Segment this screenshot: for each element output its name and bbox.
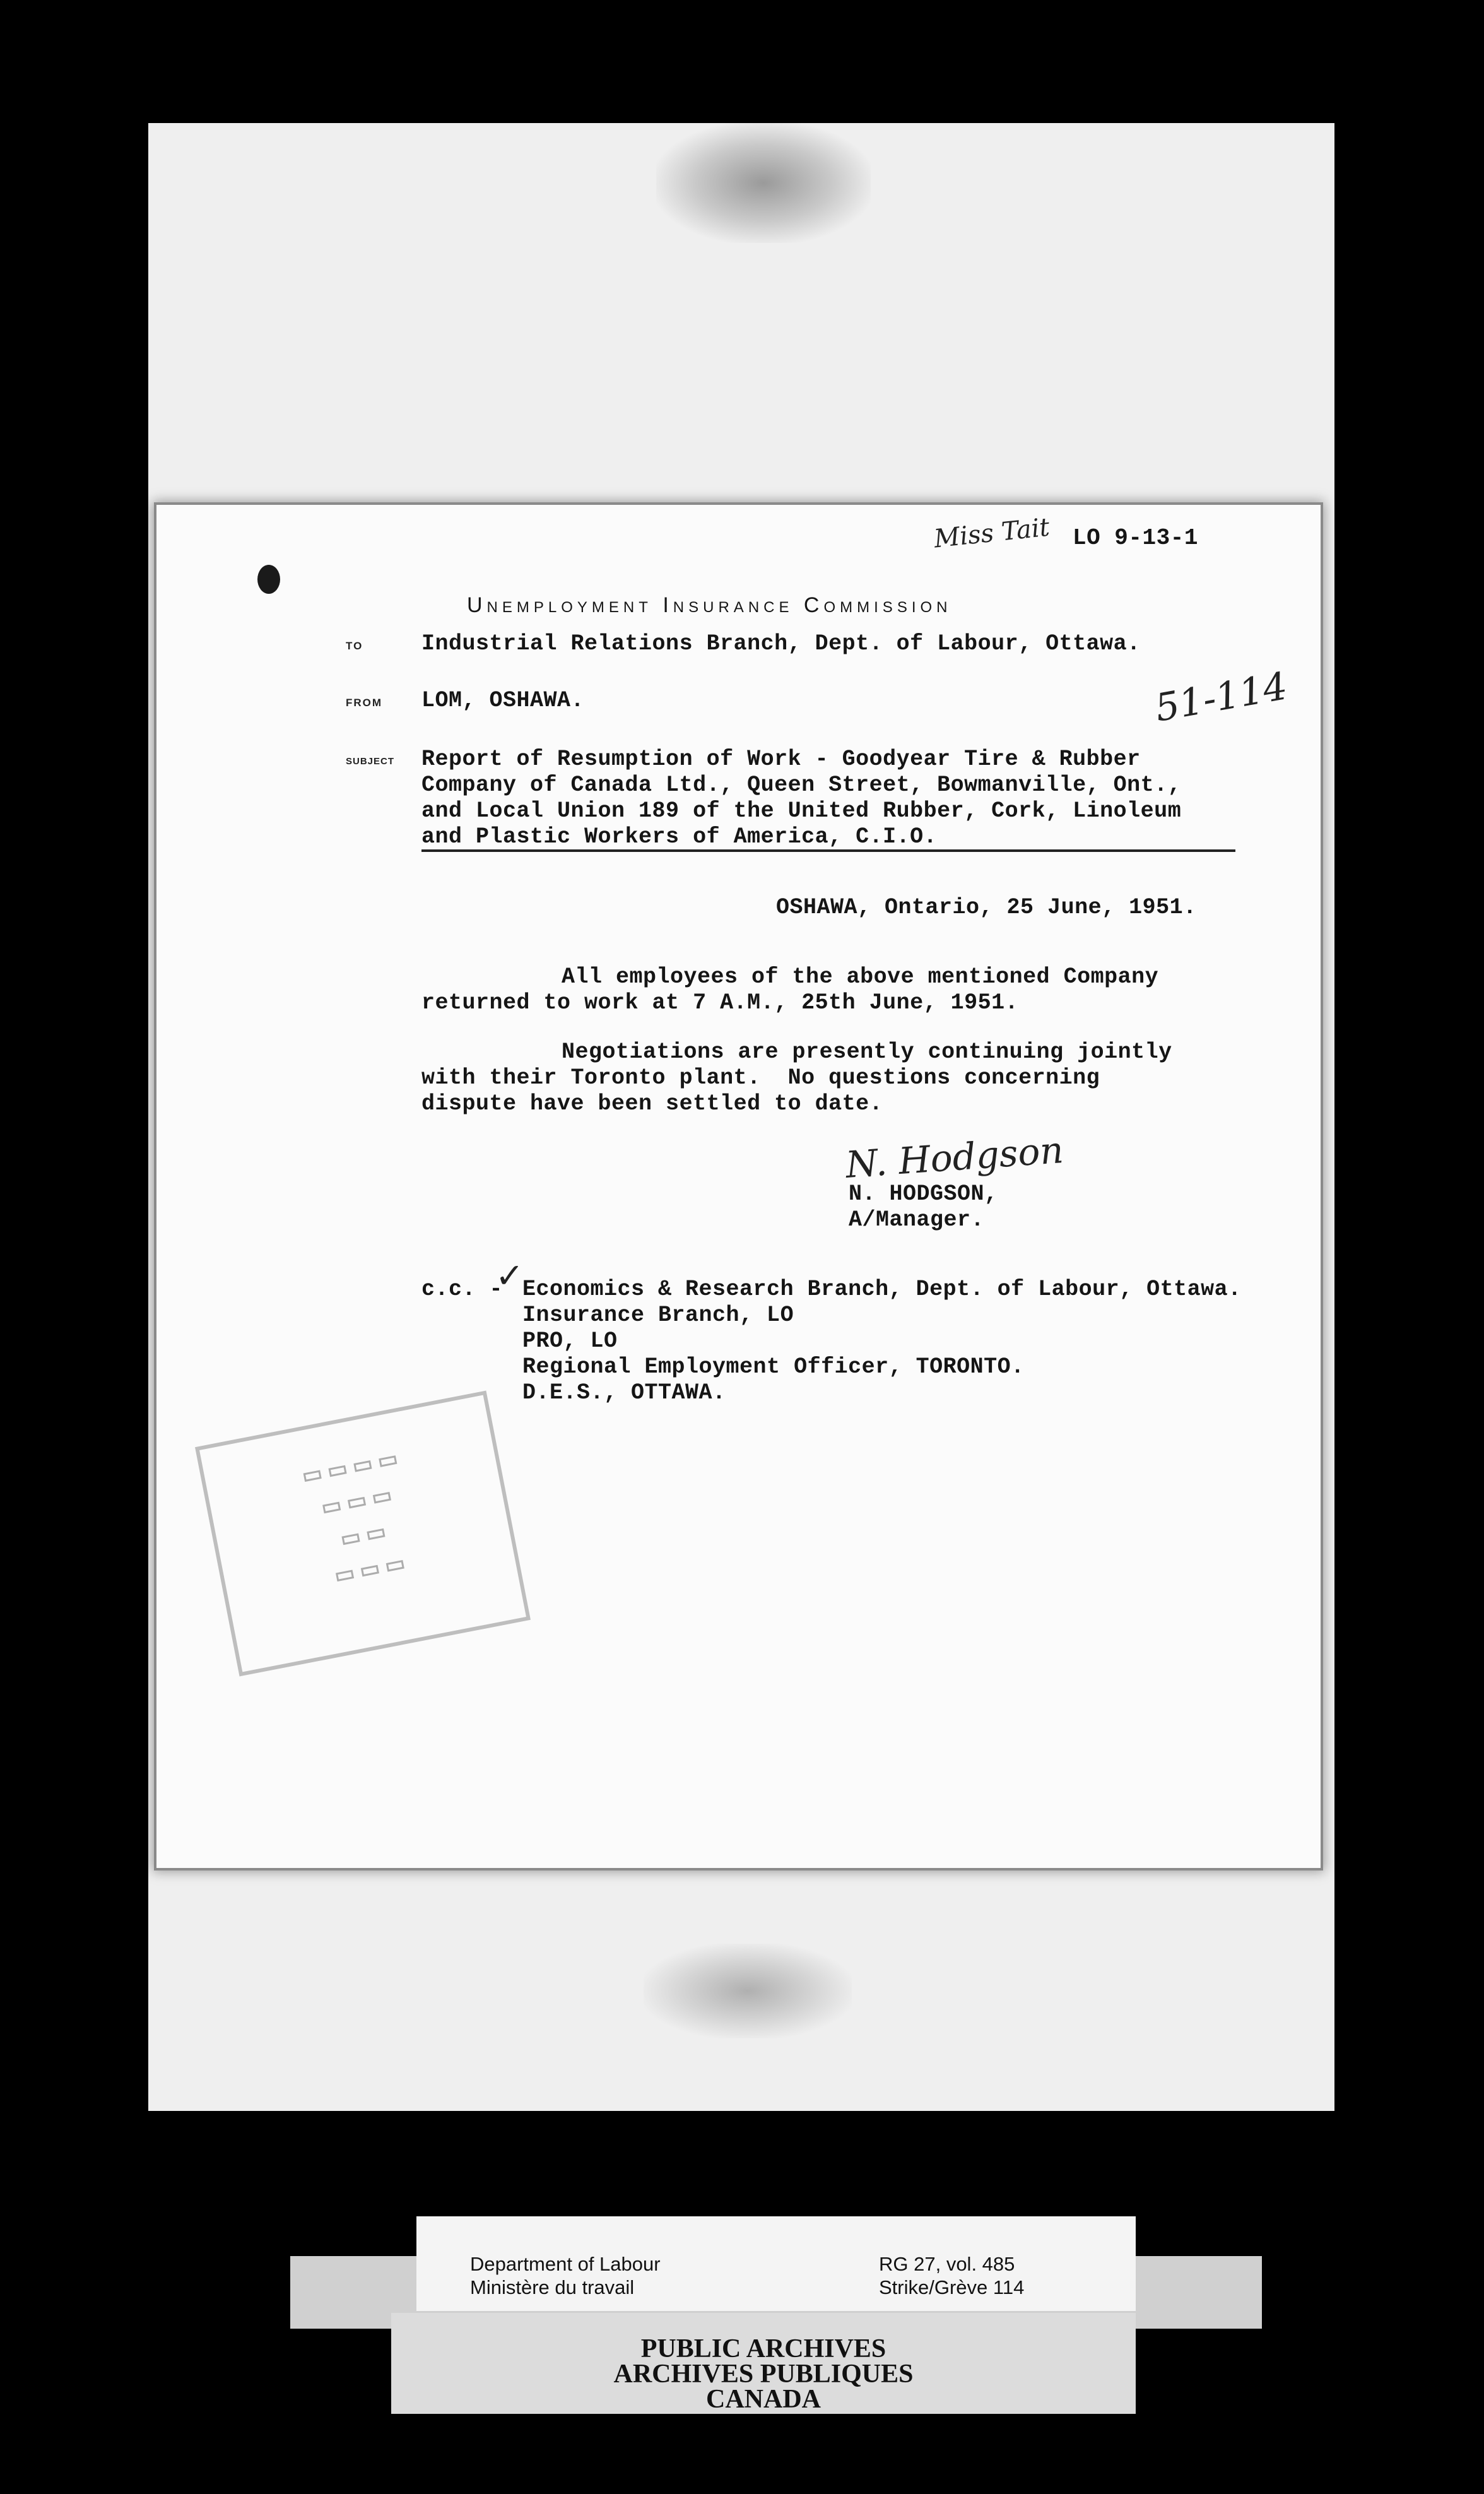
- signer-name: N. HODGSON,: [849, 1181, 998, 1207]
- paragraph-2-line: with their Toronto plant. No questions concerning: [421, 1065, 1100, 1090]
- public-archives-line: PUBLIC ARCHIVES: [640, 2334, 886, 2363]
- cc-label: c.c. -: [421, 1277, 504, 1302]
- cc-recipient: Economics & Research Branch, Dept. of Labour, Ottawa.: [522, 1277, 1242, 1302]
- cc-recipient: Insurance Branch, LO: [522, 1303, 794, 1328]
- organization-heading: Unemployment Insurance Commission: [467, 593, 952, 617]
- department-english: Department of Labour: [470, 2253, 661, 2275]
- from-value: LOM, OSHAWA.: [421, 688, 585, 713]
- paragraph-2-line: Negotiations are presently continuing jointly: [562, 1039, 1172, 1065]
- department-french: Ministère du travail: [470, 2276, 635, 2298]
- subject-underline: [421, 849, 1235, 852]
- signature: N. Hodgson: [844, 1128, 1065, 1186]
- strike-reference: Strike/Grève 114: [879, 2276, 1025, 2298]
- handwritten-strike-number: 51-114: [1151, 664, 1291, 731]
- handwritten-note: Miss Tait: [933, 512, 1051, 554]
- subject-line: Report of Resumption of Work - Goodyear Tire & Rubber: [421, 747, 1141, 772]
- file-number: LO 9-13-1: [1073, 525, 1198, 551]
- paragraph-1-line: returned to work at 7 A.M., 25th June, 1951.: [421, 990, 1019, 1015]
- to-value: Industrial Relations Branch, Dept. of Labour, Ottawa.: [421, 631, 1141, 656]
- paragraph-2-line: dispute have been settled to date.: [421, 1091, 883, 1116]
- tape-mark-top: [656, 123, 871, 243]
- tape-mark-bottom: [644, 1944, 852, 2038]
- subject-line: Company of Canada Ltd., Queen Street, Bowmanville, Ont.,: [421, 772, 1182, 798]
- canada-line: CANADA: [706, 2385, 821, 2414]
- subject-label: SUBJECT: [346, 756, 395, 767]
- subject-line: and Local Union 189 of the United Rubber, Cork, Linoleum: [421, 798, 1182, 824]
- memo-page: [156, 505, 1321, 1868]
- subject-line: and Plastic Workers of America, C.I.O.: [421, 824, 938, 849]
- record-group-reference: RG 27, vol. 485: [879, 2253, 1015, 2275]
- cc-recipient: Regional Employment Officer, TORONTO.: [522, 1354, 1025, 1380]
- paragraph-1-line: All employees of the above mentioned Company: [562, 964, 1159, 990]
- signer-title: A/Manager.: [849, 1207, 985, 1232]
- cc-recipient: PRO, LO: [522, 1328, 618, 1354]
- checkmark-icon: ✓: [495, 1256, 524, 1296]
- dateline: OSHAWA, Ontario, 25 June, 1951.: [776, 895, 1197, 920]
- faded-stamp: ▭ ▭ ▭ ▭ ▭ ▭ ▭ ▭ ▭ ▭ ▭ ▭: [195, 1391, 531, 1677]
- punch-hole: [257, 565, 280, 594]
- archives-publiques-line: ARCHIVES PUBLIQUES: [613, 2360, 914, 2389]
- to-label: TO: [346, 640, 363, 652]
- from-label: FROM: [346, 697, 383, 709]
- cc-recipient: D.E.S., OTTAWA.: [522, 1380, 726, 1405]
